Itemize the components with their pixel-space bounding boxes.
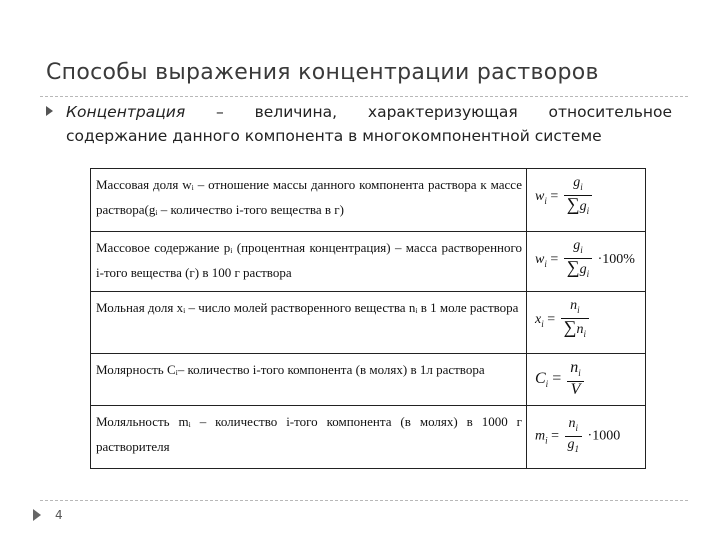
title-divider (40, 96, 688, 97)
molality-formula: $m_i$ = $\frac{n_i}{g_1}$ ·1000 (535, 416, 621, 454)
definition-term: Концентрация (66, 103, 186, 121)
row-formula (527, 354, 646, 406)
slide-title: Способы выражения концентрации растворов (46, 60, 599, 85)
table-row (91, 354, 646, 406)
table-row (91, 406, 646, 469)
table-row (91, 292, 646, 354)
definition-paragraph (66, 100, 672, 148)
row-description: Мольная доля xᵢ – число молей растворенного вещества nᵢ в 1 моле раствора (91, 292, 527, 354)
mass-percent-formula: $w_i$ = $\frac{g_i}{\sum g_i}$ ·100% (535, 238, 635, 279)
row-description: Моляльность mᵢ – количество i-того компонента (в молях) в 1000 г растворителя (91, 406, 527, 469)
table-row (91, 169, 646, 232)
mole-fraction-formula: $x_i$ = $\frac{n_i}{\sum n_i}$ (535, 298, 591, 342)
row-description: Массовая доля wᵢ – отношение массы данного компонента раствора к массе раствора(gᵢ – количество i-того вещества в г) (91, 169, 527, 232)
molarity-formula: $C_i$ = $\frac{n_i}{V}$ (535, 360, 586, 398)
definition-line2: содержание данного компонента в многокомпонентной системе (66, 127, 602, 145)
mass-fraction-formula: $w_i$ = $\frac{g_i}{\sum g_i}$ (535, 175, 594, 219)
row-description: Массовое содержание pᵢ (процентная концентрация) – масса растворенного i-того вещества (г) в 100 г раствора (91, 232, 527, 292)
bullet-arrow-icon (46, 106, 53, 116)
page-number: 4 (55, 508, 63, 522)
definition-line1: – величина, характеризующая относительное (185, 103, 672, 121)
row-formula (527, 406, 646, 469)
footer-divider (40, 500, 688, 501)
row-formula (527, 292, 646, 354)
table-row (91, 232, 646, 292)
page-marker-icon (33, 509, 41, 521)
concentration-table (90, 168, 646, 469)
row-description: Молярность Cᵢ– количество i-того компонента (в молях) в 1л раствора (91, 354, 527, 406)
row-formula (527, 232, 646, 292)
row-formula (527, 169, 646, 232)
